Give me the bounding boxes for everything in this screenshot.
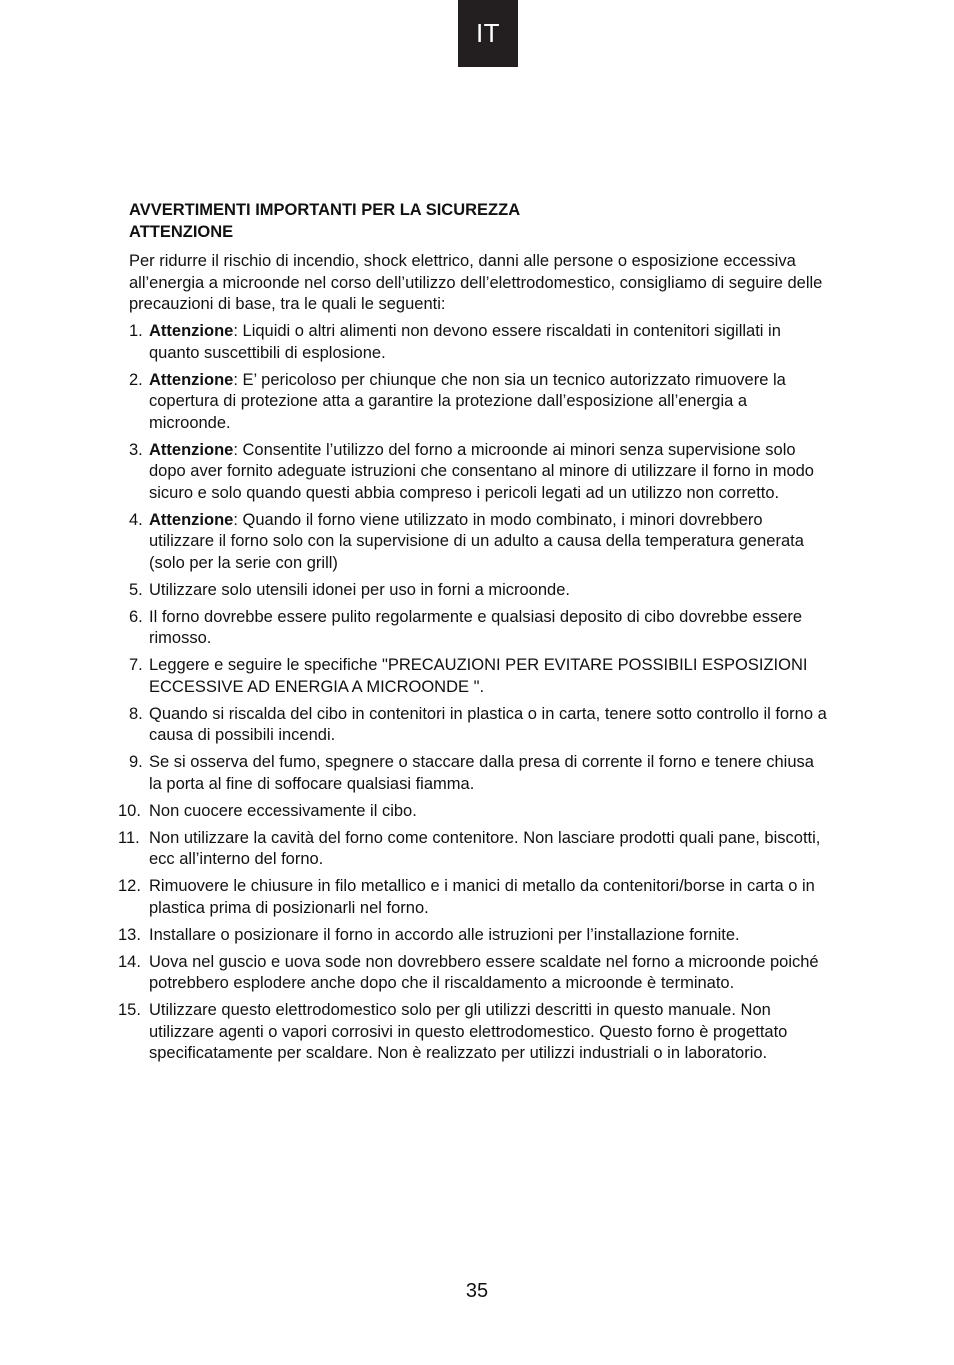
list-item <box>118 876 829 919</box>
item-text: : Liquidi o altri alimenti non devono essere riscaldati in contenitori sigillati in quanto suscettibili di esplosione. <box>149 322 781 362</box>
item-number: 10. <box>118 801 141 820</box>
safety-section <box>118 199 829 1065</box>
list-item <box>129 655 829 698</box>
item-text: Rimuovere le chiusure in filo metallico e i manici di metallo da contenitori/borse in carta o in plastica prima di posizionarli nel forno. <box>149 877 815 917</box>
item-text: Leggere e seguire le specifiche "PRECAUZIONI PER EVITARE POSSIBILI ESPOSIZIONI ECCESSIVE AD ENERGIA A MICROONDE ". <box>149 656 808 696</box>
item-number: 13. <box>118 925 141 944</box>
item-number: 11. <box>118 828 140 847</box>
list-item <box>129 440 829 505</box>
item-number: 2. <box>129 370 143 389</box>
list-item <box>129 607 829 650</box>
item-text: : Quando il forno viene utilizzato in modo combinato, i minori dovrebbero utilizzare il forno solo con la supervisione di un adulto a causa della temperatura generata (solo per la serie con grill) <box>149 510 804 572</box>
item-number: 7. <box>129 656 143 674</box>
item-number: 1. <box>129 322 143 340</box>
item-keyword: Attenzione <box>149 370 234 389</box>
item-keyword: Attenzione <box>149 322 234 340</box>
item-text: Quando si riscalda del cibo in contenitori in plastica o in carta, tenere sotto controllo il forno a causa di possibili incendi. <box>149 704 827 744</box>
list-item <box>129 752 829 795</box>
item-text: Il forno dovrebbe essere pulito regolarmente e qualsiasi deposito di cibo dovrebbe essere rimosso. <box>149 607 803 647</box>
item-text: Utilizzare questo elettrodomestico solo per gli utilizzi descritti in questo manuale. Non utilizzare agenti o vapori corrosivi in questo elettrodomestico. Questo forno è progettato specificatamente per scaldare. Non è realizzato per utilizzi industriali o in laboratorio. <box>149 1001 788 1062</box>
item-number: 5. <box>129 580 143 599</box>
item-text: : Consentite l’utilizzo del forno a microonde ai minori senza supervisione solo dopo aver fornito adeguate istruzioni che consentano al minore di utilizzare il forno in modo sicuro e solo quando questi abbia compreso i pericoli legati ad un utilizzo non corretto. <box>149 440 814 502</box>
list-item <box>118 952 829 995</box>
item-text: Se si osserva del fumo, spegnere o staccare dalla presa di corrente il forno e tenere chiusa la porta al fine di soffocare qualsiasi fiamma. <box>149 753 814 793</box>
section-subtitle: ATTENZIONE <box>129 223 234 241</box>
list-item <box>118 925 829 947</box>
item-text: : E’ pericoloso per chiunque che non sia un tecnico autorizzato rimuovere la copertura di protezione atta a garantire la protezione dall’esposizione all’energia a microonde. <box>149 370 786 432</box>
intro-paragraph: Per ridurre il rischio di incendio, shock elettrico, danni alle persone o esposizione eccessiva all’energia a microonde nel corso dell’utilizzo dell’elettrodomestico, consigliamo di seguire delle precauzioni di base, tra le quali le seguenti: <box>129 252 823 313</box>
item-number: 8. <box>129 704 143 723</box>
item-number: 9. <box>129 753 143 771</box>
item-number: 12. <box>118 877 141 895</box>
item-text: Installare o posizionare il forno in accordo alle istruzioni per l’installazione fornite. <box>149 925 740 944</box>
item-number: 6. <box>129 607 143 626</box>
section-title: AVVERTIMENTI IMPORTANTI PER LA SICUREZZA <box>129 201 521 219</box>
item-number: 14. <box>118 952 141 971</box>
list-item <box>129 321 829 364</box>
list-item <box>129 580 829 602</box>
item-number: 15. <box>118 1001 141 1019</box>
item-keyword: Attenzione <box>149 510 234 529</box>
item-text: Uova nel guscio e uova sode non dovrebbero essere scaldate nel forno a microonde poiché potrebbero esplodere anche dopo che il riscaldamento a microonde è terminato. <box>149 952 819 992</box>
list-item <box>129 704 829 747</box>
list-item <box>129 370 829 435</box>
precautions-list <box>118 321 829 1065</box>
item-text: Non cuocere eccessivamente il cibo. <box>149 801 417 820</box>
list-item <box>118 801 829 823</box>
list-item <box>118 1000 829 1065</box>
list-item <box>118 828 829 871</box>
item-text: Utilizzare solo utensili idonei per uso in forni a microonde. <box>149 580 570 599</box>
page-number: 35 <box>465 1280 489 1302</box>
list-item <box>129 510 829 575</box>
item-number: 3. <box>129 440 143 459</box>
item-keyword: Attenzione <box>149 440 234 459</box>
item-number: 4. <box>129 510 143 529</box>
language-tab: IT <box>458 0 518 67</box>
item-text: Non utilizzare la cavità del forno come contenitore. Non lasciare prodotti quali pane, biscotti, ecc all’interno del forno. <box>149 828 821 868</box>
